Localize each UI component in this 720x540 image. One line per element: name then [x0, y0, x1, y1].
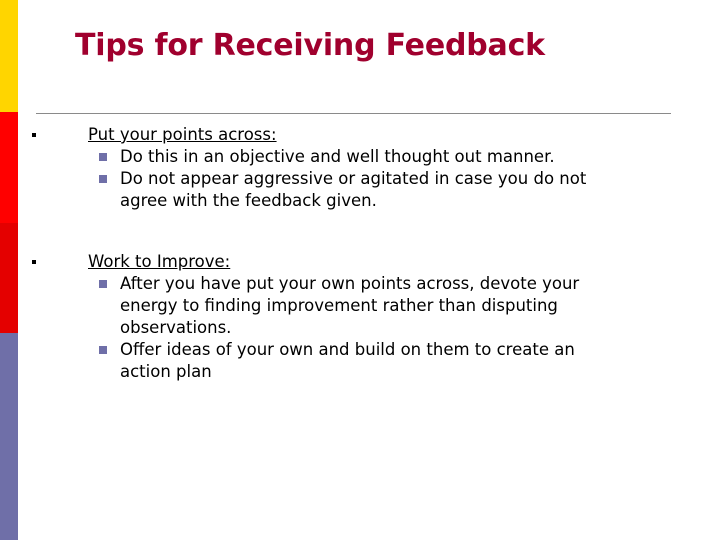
square-bullet-icon — [99, 346, 107, 354]
sub-bullet-text: Offer ideas of your own and build on them to create an action plan — [120, 340, 575, 381]
sub-bullet-item — [88, 146, 630, 168]
sub-bullet-text: After you have put your own points across, devote your energy to finding improvement rather than disputing observations. — [120, 274, 580, 337]
sub-bullet-text: Do this in an objective and well thought out manner. — [120, 147, 555, 166]
sub-bullet-list — [88, 146, 648, 212]
section-heading: Put your points across: — [88, 125, 277, 144]
sub-bullet-item — [88, 339, 630, 383]
slide-title: Tips for Receiving Feedback — [75, 28, 545, 63]
square-bullet-icon — [99, 153, 107, 161]
stripe-dark-red — [0, 223, 18, 333]
bullet-section-work-to-improve — [88, 251, 648, 383]
title-underline-rule — [36, 113, 671, 114]
bullet-section-points-across — [88, 124, 648, 212]
sub-bullet-text: Do not appear aggressive or agitated in case you do not agree with the feedback given. — [120, 169, 587, 210]
section-heading: Work to Improve: — [88, 252, 231, 271]
square-bullet-icon — [99, 280, 107, 288]
sub-bullet-item — [88, 273, 630, 339]
square-bullet-icon — [32, 133, 36, 137]
square-bullet-icon — [32, 260, 36, 264]
stripe-red — [0, 112, 18, 223]
square-bullet-icon — [99, 175, 107, 183]
sub-bullet-list — [88, 273, 648, 383]
stripe-yellow — [0, 0, 18, 112]
sub-bullet-item — [88, 168, 630, 212]
stripe-purple — [0, 333, 18, 540]
